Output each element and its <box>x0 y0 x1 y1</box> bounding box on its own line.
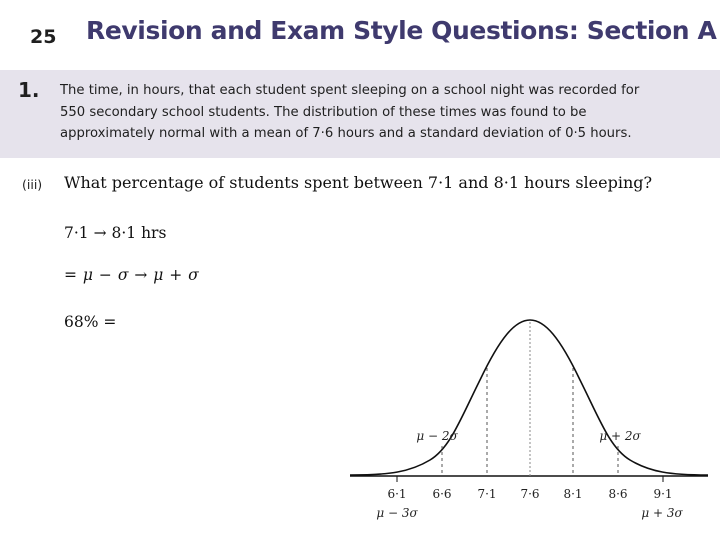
question-text-line: 550 secondary school students. The distribution of these times was found to be <box>60 104 587 120</box>
page-title: Revision and Exam Style Questions: Section A <box>86 16 717 45</box>
question-number: 1. <box>18 78 40 102</box>
tick-label: 8·6 <box>608 487 628 501</box>
tick-label: 9·1 <box>653 487 673 501</box>
bell-curve <box>350 320 708 475</box>
question-text <box>60 80 710 145</box>
question-text-line: approximately normal with a mean of 7·6 hours and a standard deviation of 0·5 hours. <box>60 126 632 141</box>
working-line-percent: 68% = <box>64 313 117 331</box>
label-mu-plus-2sigma: μ + 2σ <box>599 429 641 443</box>
label-mu-minus-2sigma: μ − 2σ <box>416 429 458 443</box>
label-mu-plus-3sigma: μ + 3σ <box>641 506 683 520</box>
page-number: 25 <box>30 26 57 48</box>
tick-label: 7·1 <box>477 487 497 501</box>
label-mu-minus-3sigma: μ − 3σ <box>376 506 418 520</box>
part-question: What percentage of students spent between 7·1 and 8·1 hours sleeping? <box>64 173 653 192</box>
working-line-sigma: = μ − σ → μ + σ <box>64 266 200 284</box>
working-line-interval: 7·1 → 8·1 hrs <box>64 224 167 242</box>
tick-label: 7·6 <box>520 487 540 501</box>
tick-label: 8·1 <box>563 487 583 501</box>
normal-distribution-diagram <box>350 310 710 530</box>
part-label: (iii) <box>22 177 43 192</box>
tick-label: 6·1 <box>387 487 407 501</box>
question-text-line: The time, in hours, that each student spent sleeping on a school night was recorded for <box>60 83 640 98</box>
tick-label: 6·6 <box>432 487 452 501</box>
